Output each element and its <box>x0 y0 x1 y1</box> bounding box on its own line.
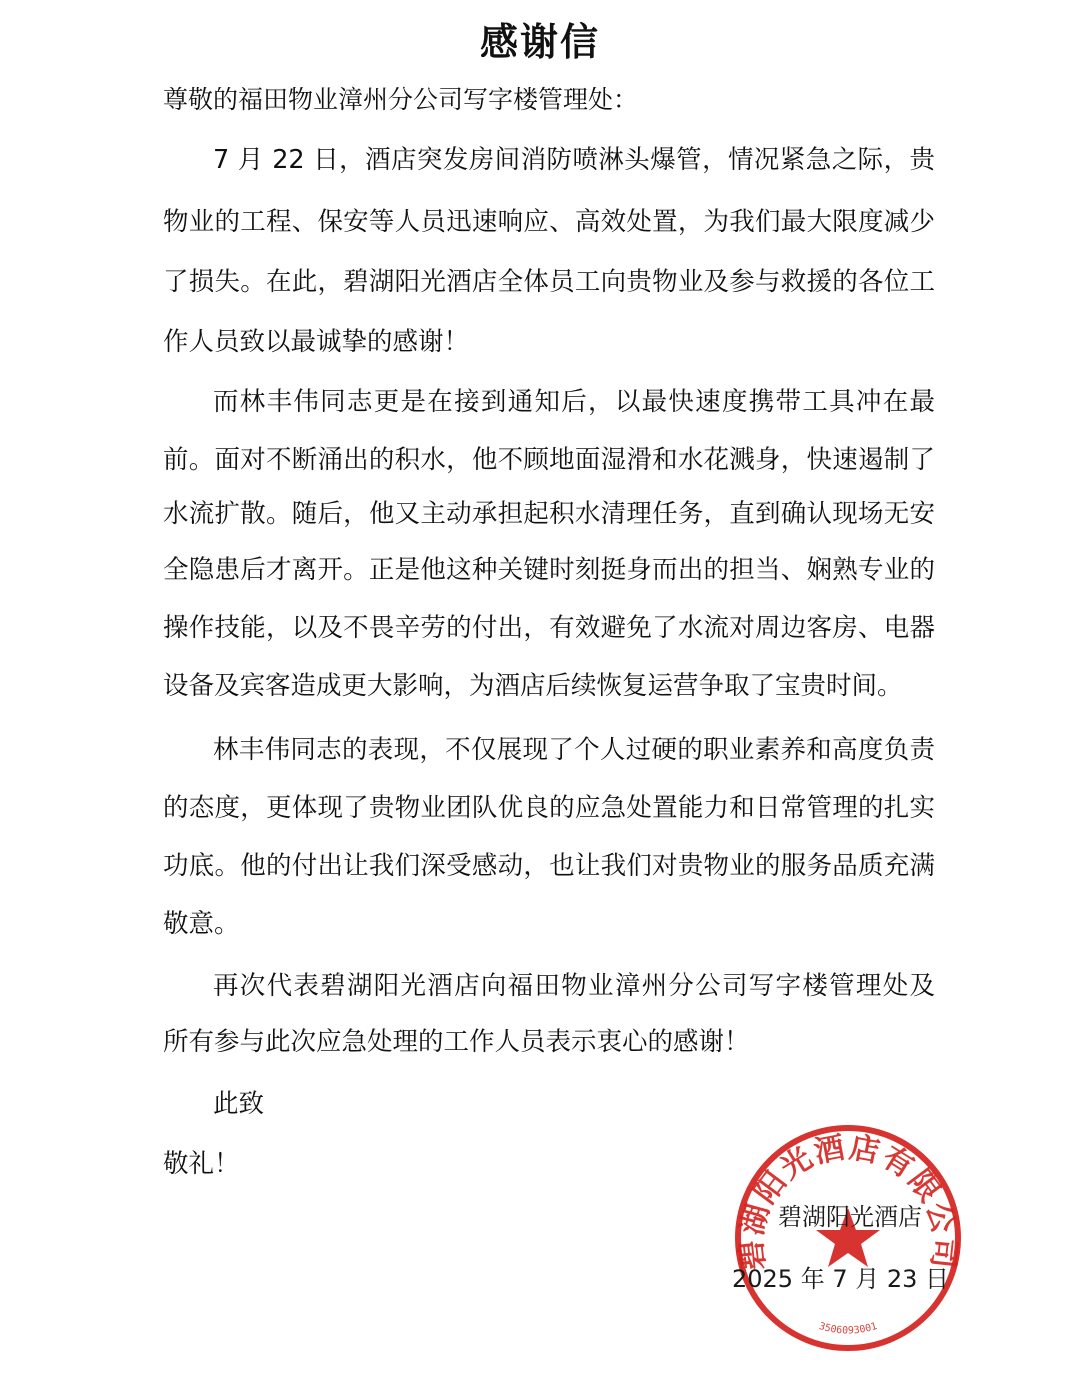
paragraph-2-line-2: 前。面对不断涌出的积水，他不顾地面湿滑和水花溅身，快速遏制了 <box>163 445 935 475</box>
paragraph-2-line-4: 全隐患后才离开。正是他这种关键时刻挺身而出的担当、娴熟专业的 <box>163 555 935 585</box>
paragraph-1-line-2: 物业的工程、保安等人员迅速响应、高效处置，为我们最大限度减少 <box>163 207 935 237</box>
paragraph-1-line-1: 7 月 22 日，酒店突发房间消防喷淋头爆管，情况紧急之际，贵 <box>213 145 935 175</box>
salutation: 尊敬的福田物业漳州分公司写字楼管理处： <box>163 85 639 114</box>
paragraph-2-line-6: 设备及宾客造成更大影响，为酒店后续恢复运营争取了宝贵时间。 <box>163 671 903 701</box>
official-seal <box>732 1122 964 1354</box>
signature-date: 2025 年 7 月 23 日 <box>732 1265 950 1293</box>
paragraph-1-line-3: 了损失。在此，碧湖阳光酒店全体员工向贵物业及参与救援的各位工 <box>163 267 935 297</box>
paragraph-3-line-4: 敬意。 <box>163 909 240 939</box>
closing-line-1: 此致 <box>213 1089 265 1119</box>
paragraph-4-line-1: 再次代表碧湖阳光酒店向福田物业漳州分公司写字楼管理处及 <box>213 971 935 1001</box>
signature-name: 碧湖阳光酒店 <box>778 1203 922 1231</box>
paragraph-2-line-5: 操作技能，以及不畏辛劳的付出，有效避免了水流对周边客房、电器 <box>163 613 935 643</box>
letter-title: 感谢信 <box>479 20 600 64</box>
paragraph-4-line-2: 所有参与此次应急处理的工作人员表示衷心的感谢！ <box>163 1027 750 1057</box>
paragraph-3-line-3: 功底。他的付出让我们深受感动，也让我们对贵物业的服务品质充满 <box>163 851 935 881</box>
seal-number: 3506093001 <box>817 1320 879 1337</box>
paragraph-3-line-1: 林丰伟同志的表现，不仅展现了个人过硬的职业素养和高度负责 <box>213 735 935 765</box>
paragraph-2-line-1: 而林丰伟同志更是在接到通知后，以最快速度携带工具冲在最 <box>213 387 935 417</box>
paragraph-1-line-4: 作人员致以最诚挚的感谢！ <box>163 327 470 357</box>
closing-line-2: 敬礼！ <box>163 1149 240 1179</box>
paragraph-2-line-3: 水流扩散。随后，他又主动承担起积水清理任务，直到确认现场无安 <box>163 499 935 529</box>
paragraph-3-line-2: 的态度，更体现了贵物业团队优良的应急处置能力和日常管理的扎实 <box>163 793 935 823</box>
seal-text: 碧湖阳光酒店有限公司 <box>733 1130 963 1272</box>
